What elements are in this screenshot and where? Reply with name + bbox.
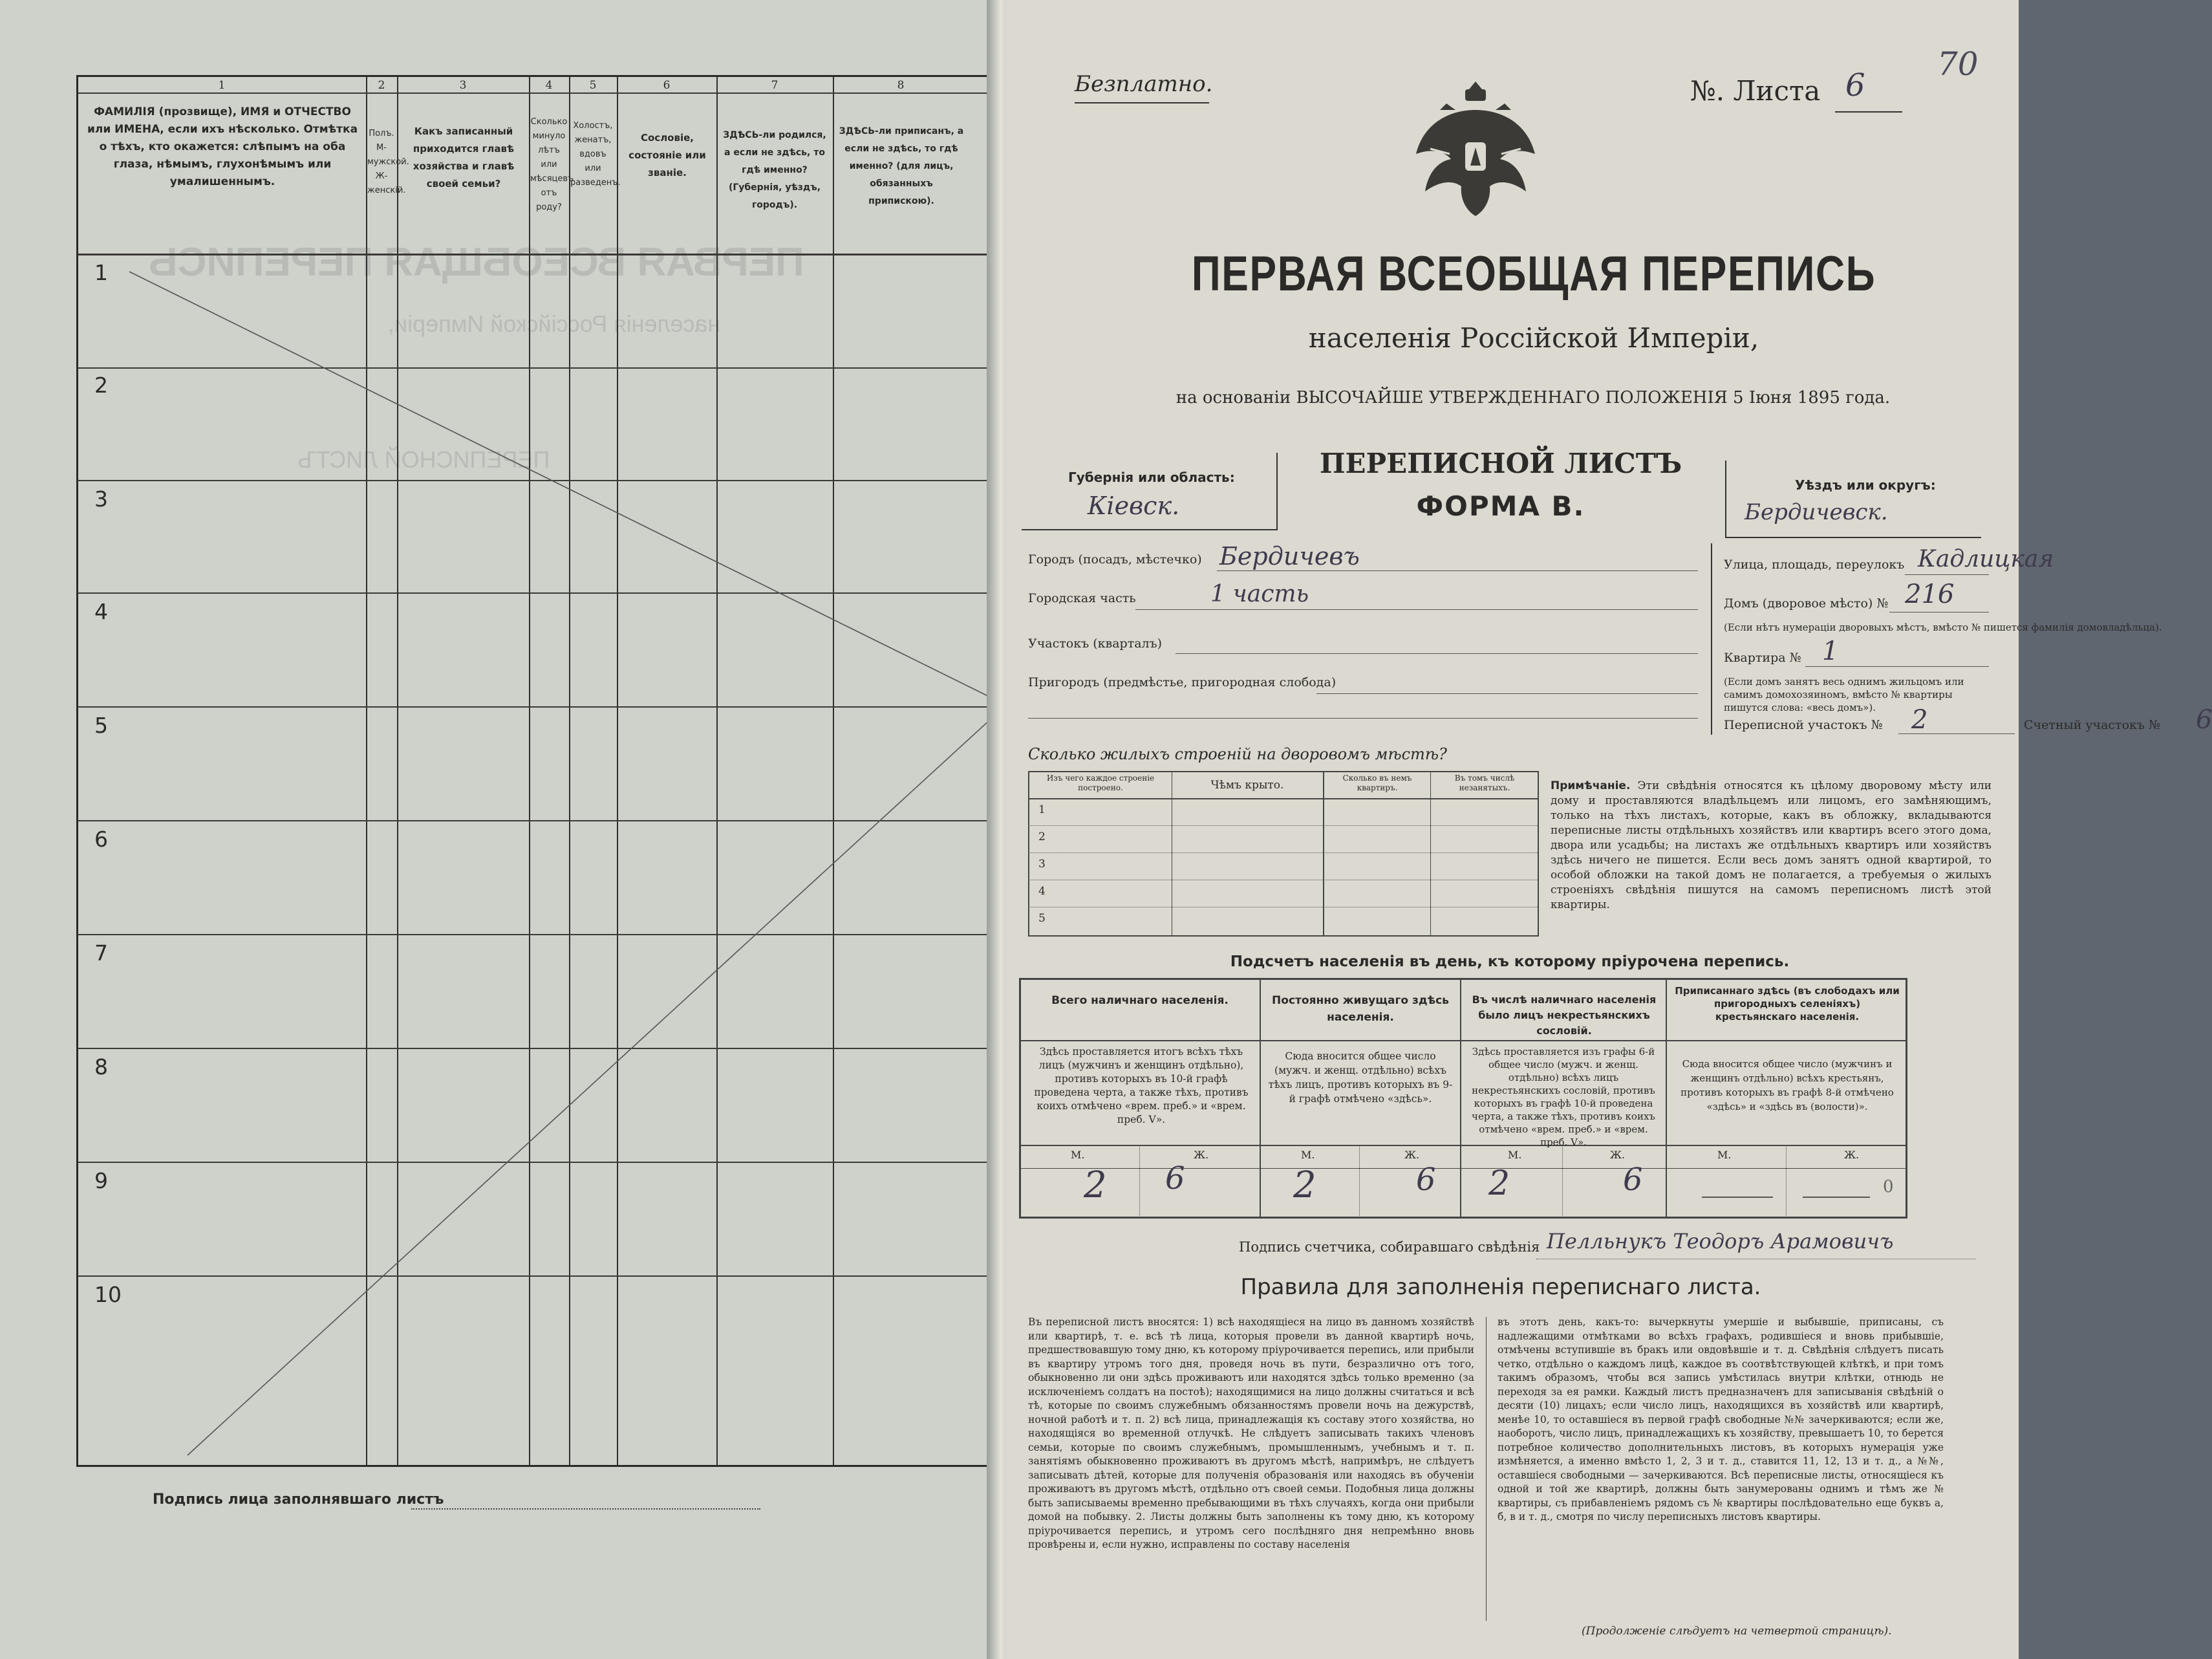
count-non-peasant-male[interactable]: 2 [1488, 1164, 1510, 1203]
header-estate: Сословіе, состояніе или званіе. [628, 132, 706, 179]
right-census-page [1006, 0, 2212, 1659]
column-number: 4 [545, 79, 553, 92]
row-number: 3 [94, 486, 108, 512]
census-district-value[interactable]: 2 [1911, 705, 1928, 735]
buildings-question: Сколько жилыхъ строеній на дворовомъ мѣстѣ? [1028, 745, 1447, 763]
count-desc-permanent: Сюда вносится общее число (мужч. и женщ. отдѣльно) всѣхъ тѣхъ лицъ, противъ которыхъ въ 9-й графѣ отмѣчено «здѣсь». [1268, 1050, 1453, 1105]
page-title: ПЕРВАЯ ВСЕОБЩАЯ ПЕРЕПИСЬ [1191, 246, 1876, 301]
city-label: Городъ (посадъ, мѣстечко) [1028, 552, 1202, 567]
row-number: 7 [94, 940, 108, 966]
sheet-number-underline [1835, 111, 1902, 113]
row-number: 6 [94, 827, 108, 852]
buildings-header-vacant: Въ томъ числѣ незанятыхъ. [1454, 774, 1515, 792]
house-note: (Если нѣтъ нумераціи дворовыхъ мѣстъ, вмѣсто № пишется фамилія домовладѣльца). [1724, 622, 2162, 633]
rules-right-column: въ этотъ день, какъ-то: вычеркнуты умершіе и выбывшіе, приписаны, съ надлежащими отмѣтками во всѣхъ графахъ, родившіеся и вновь прибывшіе, отмѣчены вступившіе въ бракъ или овдовѣвшіе и т. д. Свѣдѣнія слѣдуетъ писать четко, отдѣльно о каждомъ лицѣ, каждое въ соотвѣтствующей клѣткѣ, и при томъ такимъ образомъ, чтобы вся запись умѣстилась внутри клѣтки, отнюдь не переходя за ея рамки. Каждый листъ предназначенъ для записыванія свѣдѣній о десяти (10) лицахъ; если число лицъ, находящихся въ хозяйствѣ или квартирѣ, менѣе 10, то оставшіеся въ первой графѣ свободные №№ зачеркиваются; если же, наоборотъ, число лицъ, принадлежащихъ къ хозяйству, превышаетъ 10, то берется потребное количество дополнительныхъ листовъ, въ которыхъ нумерація уже измѣняется, а именно вмѣсто 1, 2, 3 и т. д., ставится 11, 12, 13 и т. д., а №№, оставшіеся свободными — зачеркиваются. Всѣ переписные листы, относящіеся къ одной и той же квартирѣ, должны быть занумерованы однимъ и тѣмъ же № квартиры, съ прибавленіемъ рядомъ съ № квартиры послѣдовательно еще буквъ а, б, в и т. д., смотря по числу переписныхъ листовъ квартиры. [1498, 1316, 1944, 1523]
note-title: Примѣчаніе. [1551, 779, 1631, 792]
prigorod-label: Пригородъ (предмѣстье, пригородная слобода) [1028, 675, 1337, 689]
count-peasant-female-dash [1803, 1197, 1870, 1198]
row-number: 9 [94, 1168, 108, 1193]
buildings-header-material: Изъ чего каждое строеніе построено. [1046, 774, 1155, 792]
row-number: 1 [94, 260, 108, 285]
buildings-row-number: 2 [1038, 830, 1046, 843]
street-value[interactable]: Кадлицкая [1918, 546, 2054, 572]
address-divider [1711, 543, 1712, 735]
buildings-row-number: 3 [1038, 858, 1046, 871]
column-number: 2 [378, 79, 385, 92]
count-permanent-female[interactable]: 6 [1416, 1162, 1436, 1198]
gubernia-label: Губернія или область: [1068, 470, 1235, 485]
page-subtitle: населенія Россійской Имперіи, [1308, 322, 1759, 354]
house-label: Домъ (дворовое мѣсто) № [1724, 596, 1889, 611]
header-relation: Какъ записанный приходится главѣ хозяйства и главѣ своей семьи? [413, 125, 515, 190]
header-age: Сколько минуло лѣтъ или мѣсяцевъ отъ роду? [530, 117, 574, 212]
male-abbr: М. [1717, 1149, 1732, 1161]
count-district-label: Счетный участокъ № [2024, 718, 2160, 732]
male-abbr: М. [1508, 1149, 1522, 1161]
count-head-permanent: Постоянно живущаго здѣсь населенія. [1272, 994, 1449, 1024]
count-peasant-male-dash [1702, 1197, 1773, 1198]
uezd-value[interactable]: Бердичевск. [1745, 499, 1888, 525]
sheet-number-label: №. Листа [1690, 75, 1821, 107]
header-name: ФАМИЛІЯ (прозвище), ИМЯ и ОТЧЕСТВО или ИМЕНА, если ихъ нѣсколько. Отмѣтка о тѣхъ, кто окажется: слѣпымъ на оба глаза, нѣмымъ, глухонѣмымъ или умалишеннымъ. [87, 105, 358, 188]
decree-basis: на основаніи ВЫСОЧАЙШЕ УТВЕРЖДЕННАГО ПОЛОЖЕНІЯ 5 Іюня 1895 года. [1176, 388, 1891, 407]
buildings-note [1551, 779, 1992, 913]
count-peasant-female[interactable]: 0 [1883, 1177, 1894, 1197]
gubernia-value[interactable]: Кіевск. [1088, 492, 1180, 520]
city-value[interactable]: Бердичевъ [1219, 542, 1360, 570]
free-label: Безплатно. [1075, 71, 1213, 97]
female-abbr: Ж. [1404, 1149, 1420, 1161]
left-census-page [0, 0, 1006, 1659]
count-desc-total: Здѣсь проставляется итогъ всѣхъ тѣхъ лицъ (мужчинъ и женщинъ отдѣльно), противъ которыхъ въ 10-й графѣ проведена черта, а также тѣхъ, противъ коихъ отмѣчено «врем. преб.» и «врем. преб. V». [1034, 1046, 1249, 1125]
apartment-label: Квартира № [1724, 651, 1801, 665]
street-label: Улица, площадь, переулокъ [1724, 558, 1905, 572]
filler-signature-line [411, 1508, 760, 1510]
count-head-non-peasant: Въ числѣ наличнаго населенія было лицъ некрестьянскихъ сословій. [1472, 993, 1657, 1037]
sheet-title: ПЕРЕПИСНОЙ ЛИСТЪ [1319, 448, 1682, 479]
apartment-note: (Если домъ занятъ весь однимъ жильцомъ или самимъ домохозяиномъ, вмѣсто № квартиры пишутся слова: «весь домъ»). [1724, 676, 1964, 713]
count-head-total: Всего наличнаго населенія. [1051, 994, 1229, 1007]
form-title: ФОРМА В. [1416, 490, 1585, 522]
city-part-value[interactable]: 1 часть [1210, 581, 1309, 607]
count-permanent-male[interactable]: 2 [1293, 1164, 1316, 1206]
city-part-label: Городская часть [1028, 591, 1136, 605]
female-abbr: Ж. [1844, 1149, 1860, 1161]
count-district-value[interactable]: 6 [2196, 705, 2212, 735]
column-number: 8 [897, 79, 905, 92]
count-head-peasant: Приписаннаго здѣсь (въ слободахъ или пригородныхъ селеніяхъ) крестьянскаго населенія. [1675, 985, 1900, 1023]
row-number: 8 [94, 1054, 108, 1079]
rules-continued: (Продолженіе слѣдуетъ на четвертой страницѣ). [1582, 1625, 1892, 1638]
row-number: 2 [94, 373, 108, 398]
row-number: 10 [94, 1282, 122, 1307]
column-number: 7 [771, 79, 778, 92]
census-district-label: Переписной участокъ № [1724, 718, 1883, 732]
count-total-male[interactable]: 2 [1084, 1164, 1107, 1206]
bleed-through-title: ПЕРВАЯ ВСЕОБЩАЯ ПЕРЕПИСЬ [149, 240, 804, 285]
count-desc-peasant: Сюда вносится общее число (мужчинъ и женщинъ отдѣльно) всѣхъ крестьянъ, противъ которыхъ въ графѣ 8-й отмѣчено «здѣсь» и «здѣсь въ (волости)». [1680, 1058, 1894, 1112]
buildings-row-number: 5 [1038, 912, 1046, 925]
count-non-peasant-female[interactable]: 6 [1623, 1162, 1643, 1198]
header-registered: ЗДѢСЬ-ли приписанъ, а если не здѣсь, то гдѣ именно? (для лицъ, обязанныхъ припискою). [839, 126, 964, 206]
sheet-number-value: 6 [1845, 67, 1865, 103]
column-number: 3 [459, 79, 467, 92]
column-number: 1 [218, 79, 226, 92]
apartment-value[interactable]: 1 [1822, 636, 1839, 666]
uchastok-label: Участокъ (кварталъ) [1028, 636, 1163, 651]
header-marital: Холостъ, женатъ, вдовъ или разведенъ. [570, 121, 621, 188]
column-number: 6 [663, 79, 671, 92]
count-total-female[interactable]: 6 [1165, 1160, 1185, 1197]
rules-title: Правила для заполненія переписнаго листа. [1240, 1274, 1761, 1300]
column-number: 5 [589, 79, 597, 92]
house-value[interactable]: 216 [1905, 580, 1955, 609]
count-desc-non-peasant: Здѣсь проставляется изъ графы 6-й общее число (мужч. и женщ. отдѣльно) всѣхъ лицъ некрестьянскихъ сословій, противъ которыхъ въ графѣ 10-й проведена черта, а также тѣхъ, противъ коихъ отмѣчено «врем. преб.» и «врем. преб. V». [1472, 1046, 1655, 1148]
row-number: 4 [94, 599, 108, 624]
header-sex: Полъ. М-мужской. Ж-женскій. [367, 129, 409, 195]
note-text: Эти свѣдѣнія относятся къ цѣлому дворовому мѣсту или дому и проставляются владѣльцемъ или лицомъ, его замѣняющимъ, только на тѣхъ листахъ, которые, какъ въ обложку, вкладываются переписные листы отдѣльныхъ хозяйствъ или квартиръ всего этого дома, двора или усадьбы; на листахъ же отдѣльныхъ квартиръ или хозяйствъ здѣсь ничего не пишется. Если весь домъ занятъ одной квартирой, то особой обложки на такой домъ не полагается, а требуемыя о жилыхъ строеніяхъ свѣдѣнія пишутся на самомъ переписномъ листѣ этой квартиры. [1551, 779, 1992, 911]
female-abbr: Ж. [1610, 1149, 1626, 1161]
strike-through-lines [0, 0, 1006, 1659]
rules-left-column: Въ переписной листъ вносятся: 1) всѣ находящіеся на лицо въ данномъ хозяйствѣ или квартирѣ, т. е. всѣ тѣ лица, которыя провели въ данной квартирѣ ночь, предшествовавшую тому дню, къ которому пріурочивается перепись, или прибыли въ квартиру утромъ того дня, проведя ночь въ пути, безразлично отъ того, обыкновенно ли они здѣсь проживаютъ или находятся здѣсь только временно (за исключеніемъ солдатъ на постоѣ); находящимися на лицо должны считаться и всѣ тѣ, которые по своимъ служебнымъ обязанностямъ провели ночь на дежурствѣ, ночной работѣ и т. п. 2) всѣ лица, принадлежащія къ составу этого хозяйства, но находящіяся во временной отлучкѣ. Не слѣдуетъ записывать такихъ членовъ семьи, которые по своимъ служебнымъ, промышленнымъ, учебнымъ и т. п. занятіямъ обыкновенно проживаютъ въ другомъ мѣстѣ, напримѣръ, не слѣдуетъ записывать дѣтей, которые для полученія образованія или находясь въ обученіи проживаютъ въ другомъ мѣстѣ, отдѣльно отъ своей семьи. Подобныя лица должны быть записываемы временно пребывающими въ тѣхъ случаяхъ, когда они прибыли домой на побывку. 2. Листы должны быть заполнены къ тому дню, къ которому пріурочивается перепись, и утромъ сего послѣдняго дня непремѣнно вновь провѣрены и, если нужно, исправлены по составу населенія [1028, 1316, 1474, 1550]
free-underline [1075, 102, 1209, 103]
buildings-row-number: 1 [1038, 803, 1046, 816]
header-birthplace: ЗДѢСЬ-ли родился, а если не здѣсь, то гдѣ именно? (Губернія, уѣздъ, городъ). [723, 130, 826, 210]
buildings-row-number: 4 [1038, 885, 1046, 898]
bleed-through-sheet: ПЕРЕПИСНОЙ ЛИСТЪ [297, 446, 550, 473]
buildings-table [1028, 771, 1539, 937]
buildings-header-roof: Чѣмъ крыто. [1210, 779, 1284, 792]
count-title: Подсчетъ населенія въ день, къ которому пріурочена перепись. [1230, 953, 1790, 970]
rules-divider [1486, 1317, 1487, 1621]
male-abbr: М. [1071, 1149, 1085, 1161]
counter-signature-value[interactable]: Пелльнукъ Теодоръ Арамовичъ [1547, 1229, 1894, 1253]
counter-signature-label: Подпись счетчика, собиравшаго свѣдѣнія [1239, 1239, 1540, 1255]
imperial-eagle-icon [1411, 78, 1540, 220]
male-abbr: М. [1301, 1149, 1315, 1161]
filler-signature-label: Подпись лица заполнявшаго листъ [153, 1491, 444, 1508]
female-abbr: Ж. [1194, 1149, 1209, 1161]
buildings-header-apartments: Сколько въ немъ квартиръ. [1342, 774, 1412, 792]
row-number: 5 [94, 713, 108, 738]
archive-number: 70 [1937, 45, 1979, 83]
uezd-label: Уѣздъ или округъ: [1795, 477, 1936, 493]
bleed-through-subtitle: населенія Россійской Имперіи, [388, 310, 721, 337]
